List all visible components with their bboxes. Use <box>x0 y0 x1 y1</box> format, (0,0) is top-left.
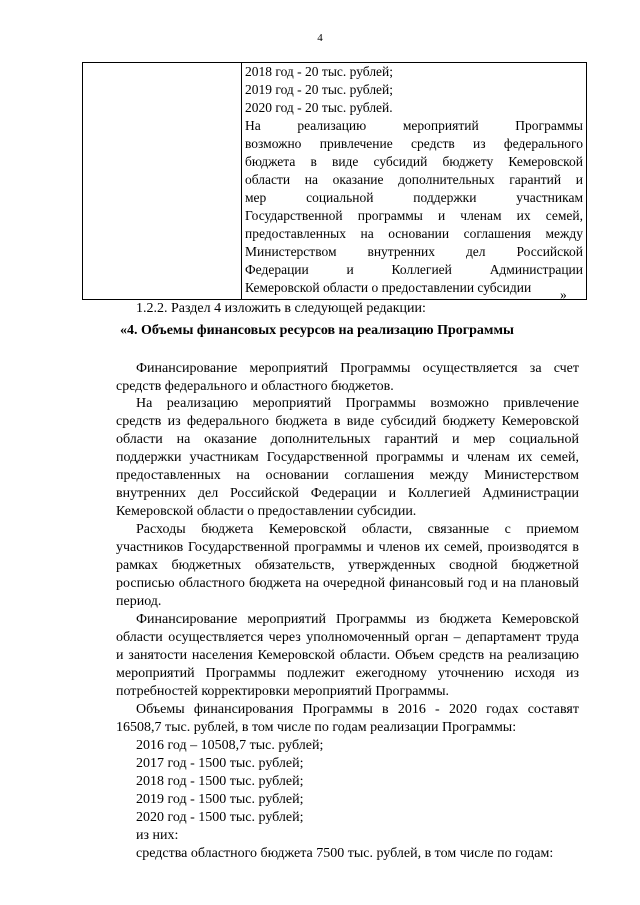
body-line: области на оказание дополнительных гарантий и мер социальной <box>116 432 579 447</box>
body-line: и занятости населения Кемеровской области. Объем средств на реализацию <box>116 648 579 663</box>
body-line: Кемеровской области о предоставлении субсидии. <box>116 504 417 519</box>
body-line: период. <box>116 594 162 609</box>
body-line: участников Государственной программы и членов их семей, производятся в <box>116 540 579 555</box>
body-line: поддержки участникам Государственной программы и членам их семей, <box>116 450 579 465</box>
body-line: предоставленных на основании соглашения между Министерством <box>116 468 579 483</box>
section-heading: «4. Объемы финансовых ресурсов на реализацию Программы <box>120 323 514 338</box>
page-number: 4 <box>317 32 323 44</box>
regional-budget-line: средства областного бюджета 7500 тыс. рублей, в том числе по годам: <box>136 846 554 861</box>
body-line: рамках бюджетных обязательств, утвержденных сводной бюджетной <box>116 558 579 573</box>
body-line: мероприятий Программы подлежит ежегодному уточнению исходя из <box>116 666 579 681</box>
table-paragraph-line: бюджета в виде субсидий бюджету Кемеровской <box>245 154 583 169</box>
body-line: Расходы бюджета Кемеровской области, связанные с приемом <box>136 522 579 537</box>
table-paragraph-line: предоставленных на основании соглашения между <box>245 226 583 241</box>
year-2017-line: 2017 год - 1500 тыс. рублей; <box>136 756 304 771</box>
body-line: средств из федерального бюджета в виде субсидий бюджету Кемеровской <box>116 414 579 429</box>
year-2018-line: 2018 год - 1500 тыс. рублей; <box>136 774 304 789</box>
funding-2019-line: 2019 год - 20 тыс. рублей; <box>245 82 394 97</box>
table-paragraph-line: На реализацию мероприятий Программы <box>245 118 583 133</box>
table-paragraph-line: области на оказание дополнительных гарантий и <box>245 172 583 187</box>
table-right-cell <box>242 63 587 300</box>
body-line: Финансирование мероприятий Программы из бюджета Кемеровской <box>136 612 579 627</box>
table-paragraph-line: возможно привлечение средств из федерального <box>245 136 583 151</box>
body-line: области осуществляется через уполномоченный орган – департамент труда <box>116 630 579 645</box>
funding-2018-line: 2018 год - 20 тыс. рублей; <box>245 64 394 79</box>
of-which-line: из них: <box>136 828 179 843</box>
body-line: На реализацию мероприятий Программы возможно привлечение <box>136 396 579 411</box>
year-2019-line: 2019 год - 1500 тыс. рублей; <box>136 792 304 807</box>
body-line: внутренних дел Российской Федерации и Коллегией Администрации <box>116 486 579 501</box>
body-line: Финансирование мероприятий Программы осуществляется за счет <box>136 361 579 376</box>
body-line: средств федерального и областного бюджетов. <box>116 379 394 394</box>
table-left-cell <box>83 63 242 300</box>
body-line: Объемы финансирования Программы в 2016 - 2020 годах составят <box>136 702 579 717</box>
body-line: потребностей корректировки мероприятий Программы. <box>116 684 450 699</box>
table-paragraph-line: Государственной программы и членам их семей, <box>245 208 583 223</box>
year-2020-line: 2020 год - 1500 тыс. рублей; <box>136 810 304 825</box>
table-paragraph-line: Министерством внутренних дел Российской <box>245 244 583 259</box>
table-paragraph-last-line: Кемеровской области о предоставлении субсидии <box>245 280 532 295</box>
table-paragraph-line: мер социальной поддержки участникам <box>245 190 583 205</box>
table-paragraph-line: Федерации и Коллегией Администрации <box>245 262 583 277</box>
body-line: росписью областного бюджета на очередной финансовый год и на плановый <box>116 576 579 591</box>
section-instruction: 1.2.2. Раздел 4 изложить в следующей редакции: <box>136 301 426 316</box>
year-2016-line: 2016 год – 10508,7 тыс. рублей; <box>136 738 324 753</box>
body-line: 16508,7 тыс. рублей, в том числе по годам реализации Программы: <box>116 720 517 735</box>
funding-2020-line: 2020 год - 20 тыс. рублей. <box>245 100 393 115</box>
program-table <box>82 62 587 300</box>
closing-quote: » <box>560 287 567 302</box>
